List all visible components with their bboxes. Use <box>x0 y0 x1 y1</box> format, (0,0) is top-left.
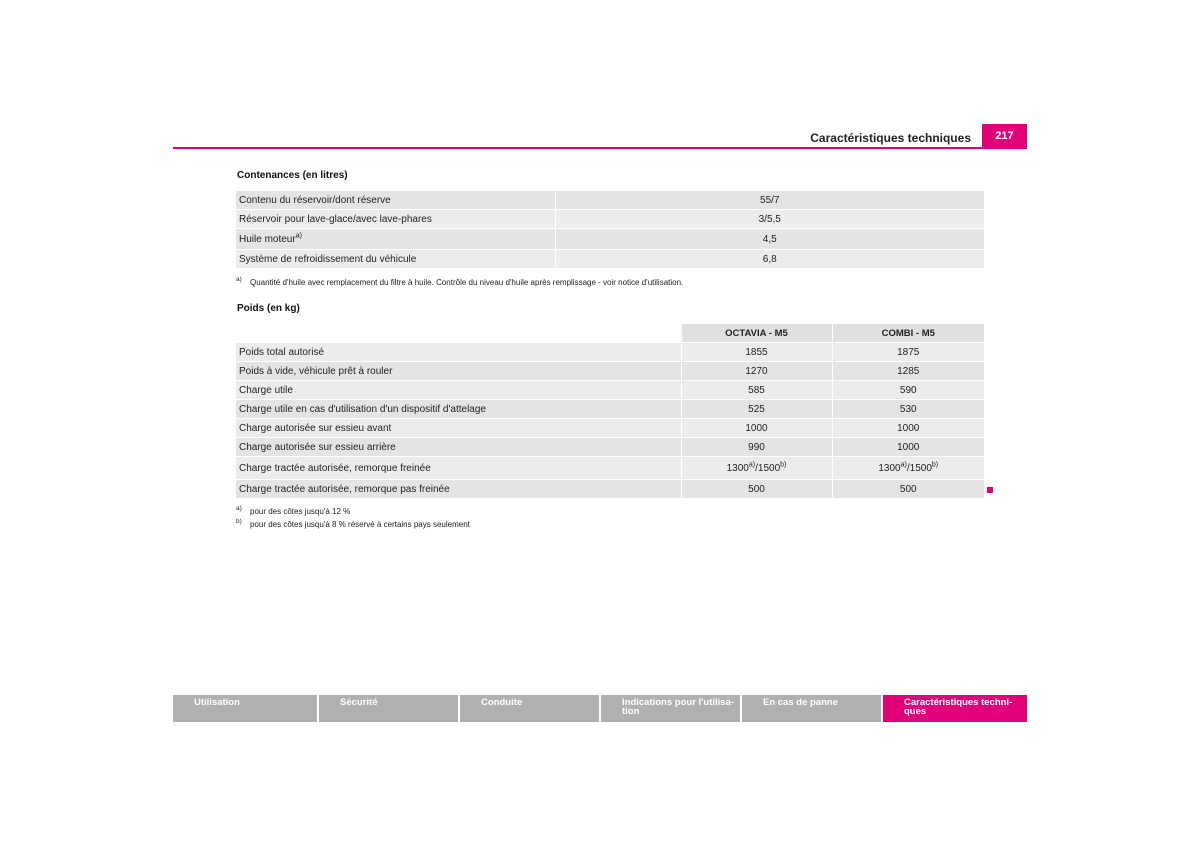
row-value: 590 <box>832 381 984 400</box>
contenances-title: Contenances (en litres) <box>237 170 348 181</box>
page-number: 217 <box>982 124 1027 148</box>
row-value: 1855 <box>681 343 832 362</box>
row-label: Réservoir pour lave-glace/avec lave-phares <box>236 210 555 229</box>
row-value: 500 <box>681 480 832 499</box>
table-row <box>236 419 984 438</box>
header-blank-cell <box>236 324 681 343</box>
table-row <box>236 250 984 269</box>
section-end-marker <box>987 487 993 493</box>
row-value: 1285 <box>832 362 984 381</box>
row-value: 3/5,5 <box>555 210 984 229</box>
tab-caracteristiques-techniques[interactable]: Caractéristiques techni- ques <box>883 695 1027 722</box>
footnote-ref: a) <box>748 461 756 469</box>
row-label: Huile moteur <box>239 233 296 245</box>
footnote-ref: b) <box>931 461 939 469</box>
table-header-row <box>236 324 984 343</box>
table-row <box>236 229 984 250</box>
table-row <box>236 400 984 419</box>
table-row <box>236 457 984 480</box>
table-row <box>236 210 984 229</box>
tab-conduite[interactable]: Conduite <box>460 695 599 722</box>
footnote-text: Quantité d'huile avec remplacement du filtre à huile. Contrôle du niveau d'huile après remplissage - voir notice d'utilisation. <box>250 278 684 287</box>
table-row <box>236 362 984 381</box>
footnote-text: pour des côtes jusqu'à 8 % réservé à certains pays seulement <box>250 520 470 529</box>
table-row <box>236 191 984 210</box>
row-value: 1270 <box>681 362 832 381</box>
tab-securite[interactable]: Sécurité <box>319 695 458 722</box>
contenances-footnote <box>236 278 683 287</box>
footnote-mark: a) <box>236 505 242 512</box>
footnote-ref: b) <box>780 461 787 469</box>
row-value: 1000 <box>681 419 832 438</box>
row-value-cell <box>832 457 984 480</box>
footnote-ref: a) <box>900 461 907 469</box>
contenances-table <box>236 191 984 269</box>
poids-footnote <box>236 520 470 529</box>
value-part: 1300 <box>878 462 901 474</box>
row-label: Charge utile <box>236 381 681 400</box>
footnote-mark: b) <box>236 518 242 525</box>
row-label: Système de refroidissement du véhicule <box>236 250 555 269</box>
table-row <box>236 381 984 400</box>
row-value: 585 <box>681 381 832 400</box>
value-part: /1500 <box>906 462 932 474</box>
table-row <box>236 438 984 457</box>
row-label: Poids à vide, véhicule prêt à rouler <box>236 362 681 381</box>
header-rule <box>173 147 1027 149</box>
row-label: Contenu du réservoir/dont réserve <box>236 191 555 210</box>
tab-utilisation[interactable]: Utilisation <box>173 695 317 722</box>
row-label-cell <box>236 229 555 250</box>
row-value: 525 <box>681 400 832 419</box>
page-header-title: Caractéristiques techniques <box>810 131 971 145</box>
row-value: 4,5 <box>555 229 984 250</box>
row-label: Poids total autorisé <box>236 343 681 362</box>
value-part: 1300 <box>726 462 749 474</box>
row-value: 990 <box>681 438 832 457</box>
value-part: /1500 <box>755 462 781 474</box>
chapter-nav <box>173 695 1027 722</box>
footnote-text: pour des côtes jusqu'à 12 % <box>250 507 351 516</box>
table-row <box>236 343 984 362</box>
poids-footnote <box>236 507 350 516</box>
row-value: 530 <box>832 400 984 419</box>
row-value: 1000 <box>832 438 984 457</box>
row-label: Charge tractée autorisée, remorque pas freinée <box>236 480 681 499</box>
row-value-cell <box>681 457 832 480</box>
poids-table <box>236 324 984 499</box>
row-value: 55/7 <box>555 191 984 210</box>
footnote-ref: a) <box>295 232 302 240</box>
column-header: COMBI - M5 <box>832 324 984 343</box>
table-row <box>236 480 984 499</box>
row-value: 1000 <box>832 419 984 438</box>
row-label: Charge utile en cas d'utilisation d'un dispositif d'attelage <box>236 400 681 419</box>
row-value: 6,8 <box>555 250 984 269</box>
row-label: Charge autorisée sur essieu avant <box>236 419 681 438</box>
tab-indications[interactable]: Indications pour l'utilisa- tion <box>601 695 740 722</box>
footnote-mark: a) <box>236 276 242 283</box>
row-label: Charge tractée autorisée, remorque freinée <box>236 457 681 480</box>
poids-title: Poids (en kg) <box>237 303 300 314</box>
row-value: 500 <box>832 480 984 499</box>
row-label: Charge autorisée sur essieu arrière <box>236 438 681 457</box>
tab-en-cas-de-panne[interactable]: En cas de panne <box>742 695 881 722</box>
row-value: 1875 <box>832 343 984 362</box>
column-header: OCTAVIA - M5 <box>681 324 832 343</box>
